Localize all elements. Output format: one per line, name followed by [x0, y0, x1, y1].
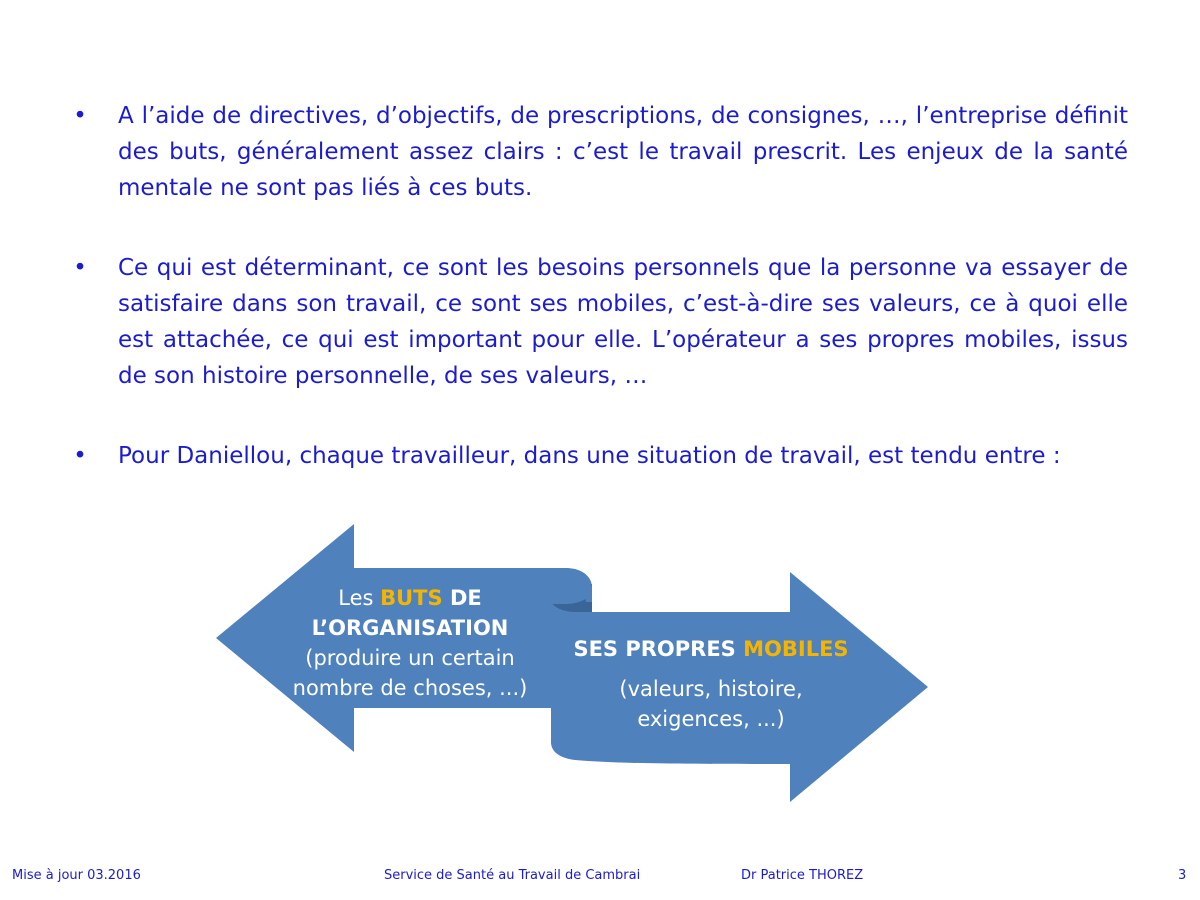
bullet-text-1: A l’aide de directives, d’objectifs, de prescriptions, de consignes, …, l’entreprise définit des buts, généralement assez clairs : c’est le travail prescrit. Les enjeux de la santé mentale ne sont pas liés à ces buts.: [118, 103, 1128, 201]
left-arrow-line4: nombre de choses, ...): [292, 676, 528, 700]
left-arrow-highlight: BUTS: [380, 586, 443, 610]
bullet-icon: •: [73, 255, 87, 281]
left-arrow-prefix: Les: [338, 586, 381, 610]
left-arrow-line3: (produire un certain: [305, 646, 515, 670]
right-arrow-label: [566, 634, 856, 734]
bullet-icon: •: [73, 103, 87, 129]
left-arrow-suffix: DE: [442, 586, 482, 610]
footer-author: Dr Patrice THOREZ: [741, 868, 864, 883]
footer-update-date: Mise à jour 03.2016: [12, 868, 141, 883]
right-arrow-line2: (valeurs, histoire,: [619, 677, 803, 701]
left-arrow-line2: L’ORGANISATION: [311, 616, 509, 640]
footer-organization: Service de Santé au Travail de Cambrai: [384, 868, 641, 883]
footer-page-number: 3: [1178, 868, 1187, 883]
right-arrow-prefix: SES PROPRES: [573, 637, 744, 661]
left-arrow-label: [280, 583, 540, 703]
bullet-text-3: Pour Daniellou, chaque travailleur, dans une situation de travail, est tendu entre :: [118, 443, 1061, 469]
bullet-text-2: Ce qui est déterminant, ce sont les besoins personnels que la personne va essayer de satisfaire dans son travail, ce sont ses mobiles, c’est-à-dire ses valeurs, ce à quoi elle est attachée, ce qui est important pour elle. L’opérateur a ses propres mobiles, issus de son histoire personnelle, de ses valeurs, …: [118, 255, 1128, 389]
right-arrow-highlight: MOBILES: [743, 637, 849, 661]
right-arrow-line3: exigences, ...): [637, 707, 785, 731]
bullet-icon: •: [73, 443, 87, 469]
